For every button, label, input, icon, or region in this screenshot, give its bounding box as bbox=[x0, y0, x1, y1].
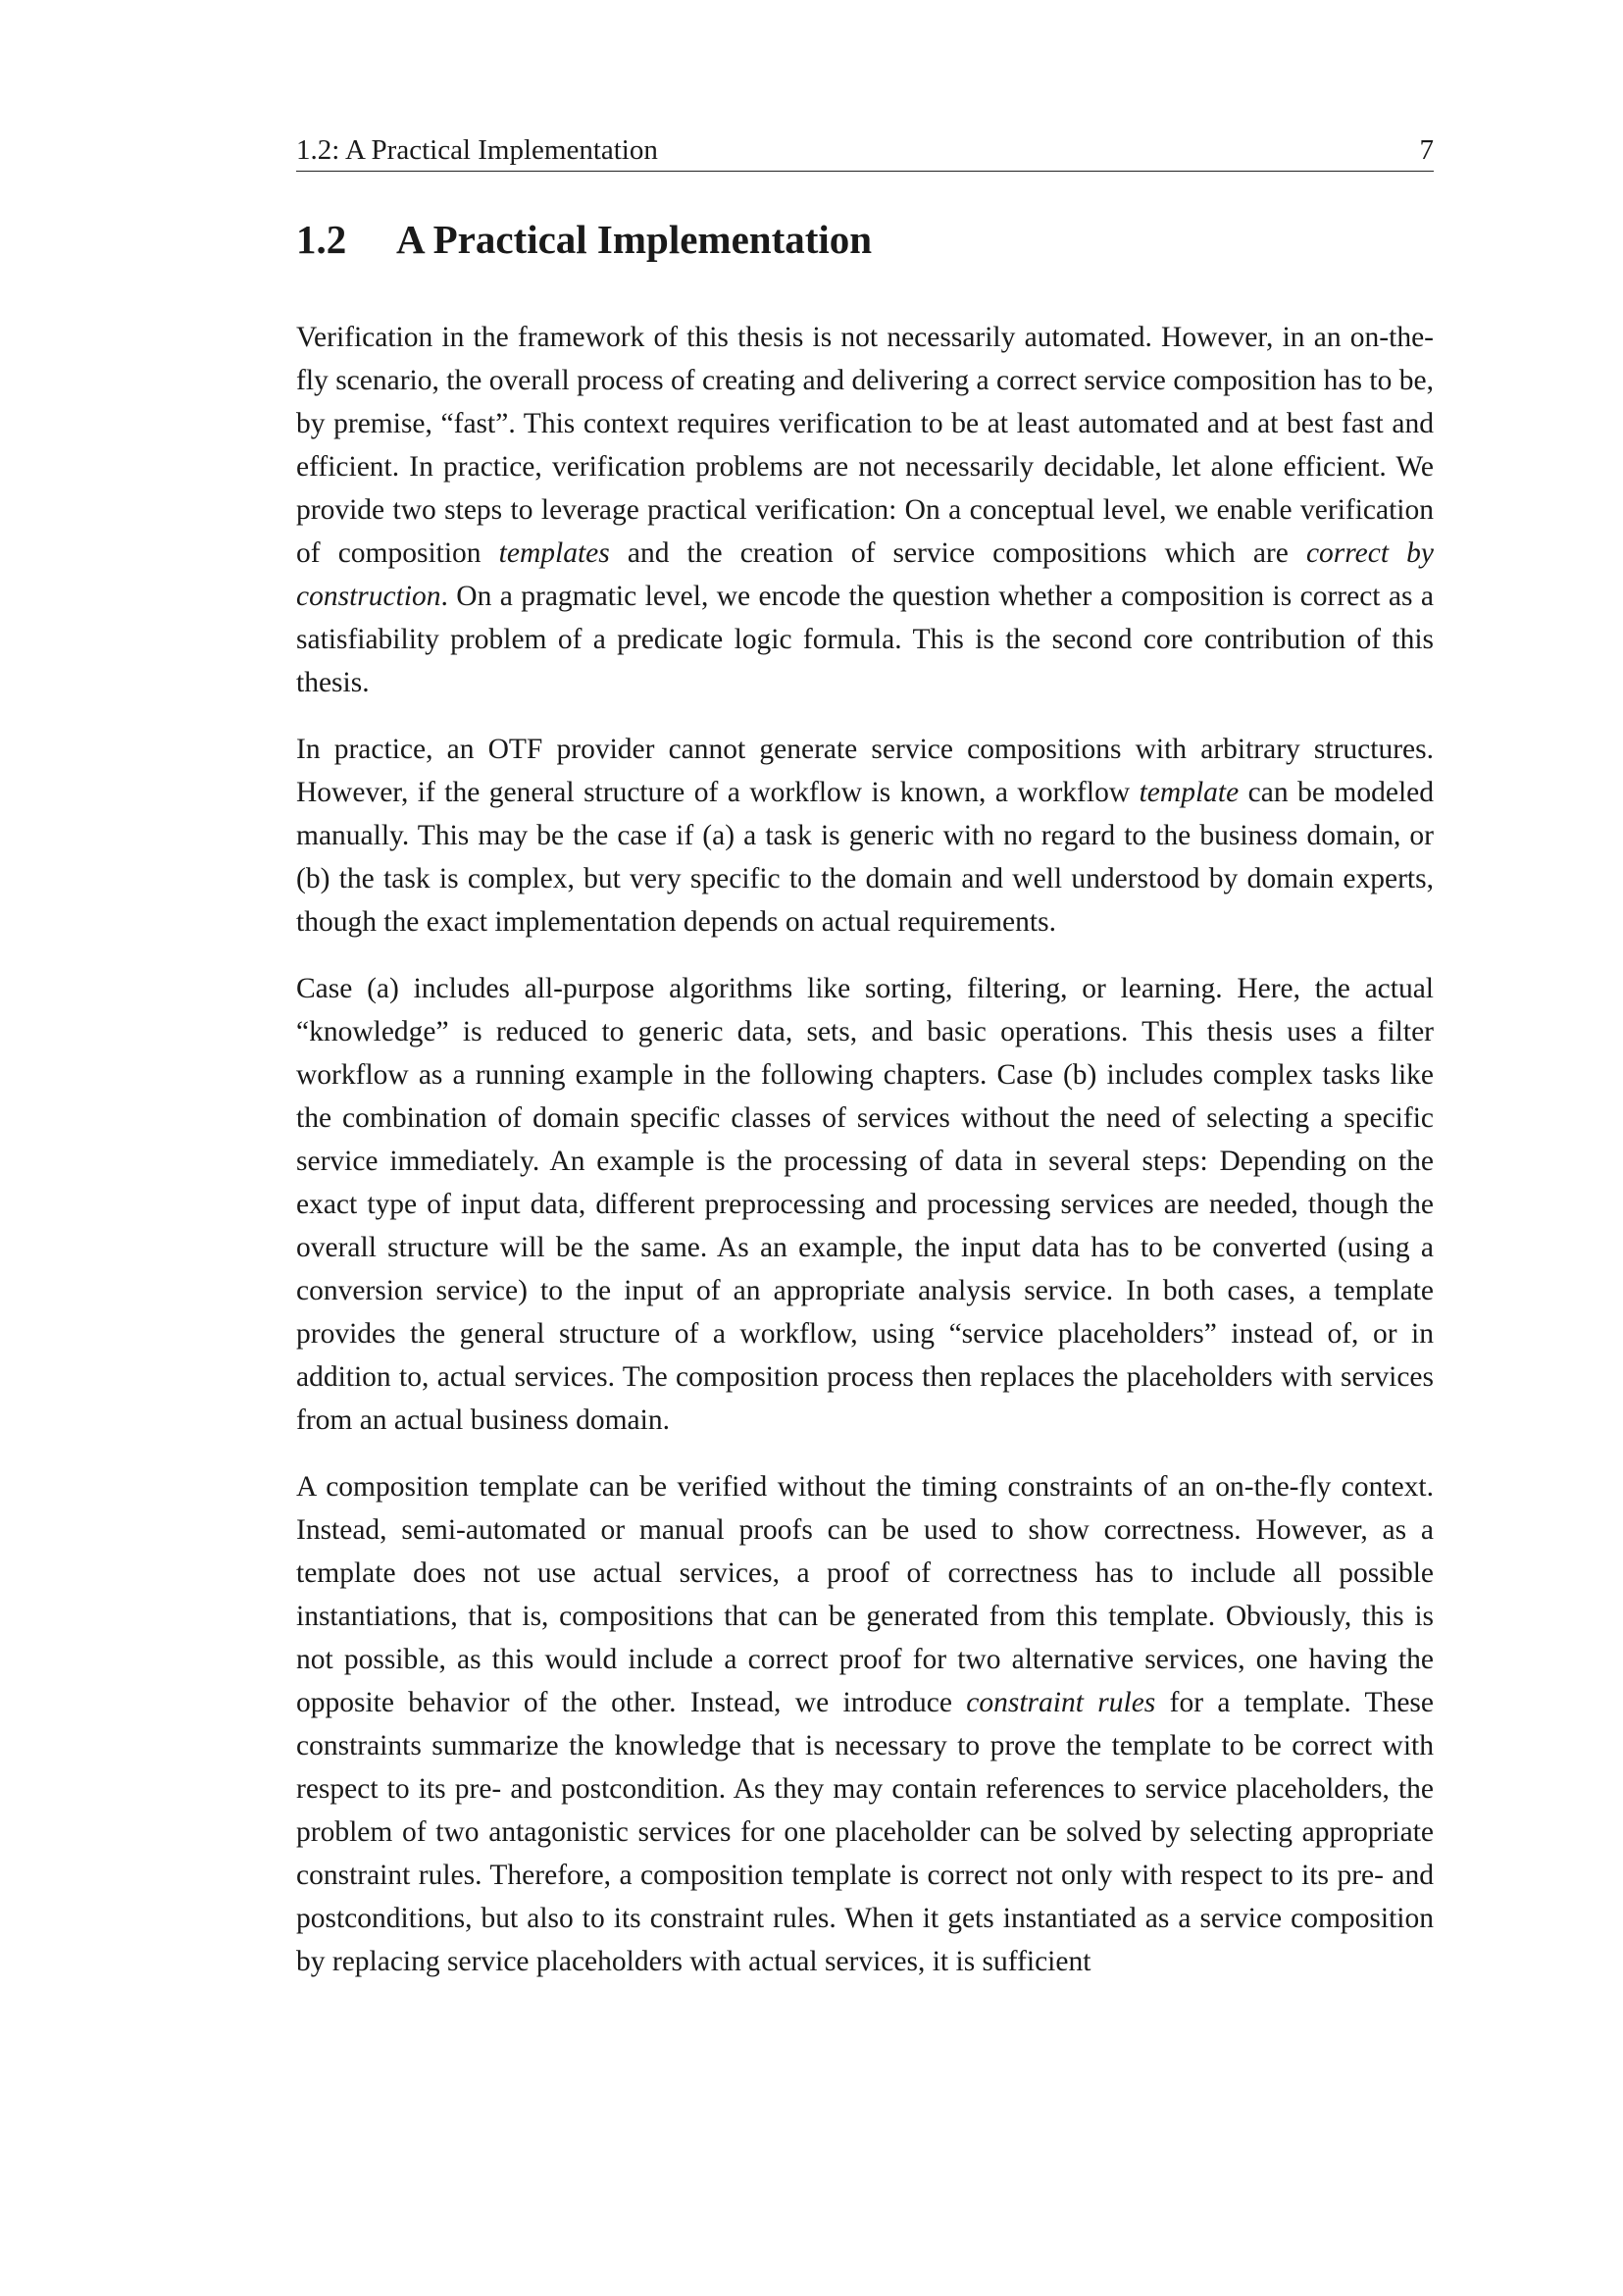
paragraph-4 bbox=[296, 1465, 1434, 1983]
emphasis-correct-by-construction: correct by construction bbox=[296, 537, 1435, 612]
paragraph-3: Case (a) includes all-purpose algorithms like sorting, filtering, or learning. Here, the actual “knowledge” is reduced to generic data, sets, and basic operations. This thesis uses a filter workflow as a running example in the following chapters. Case (b) includes complex tasks like the combination of domain specific classes of services without the need of selecting a specific service immediately. An example is the processing of data in several steps: Depending on the exact type of input data, different preprocessing and processing services are needed, though the overall structure will be the same. As an example, the input data has to be converted (using a conversion service) to the input of an appropriate analysis service. In both cases, a template provides the general structure of a workflow, using “service placeholders” instead of, or in addition to, actual services. The composition process then replaces the placeholders with services from an actual business domain. bbox=[296, 973, 1434, 1436]
emphasis-template: template bbox=[1139, 777, 1240, 808]
body-text bbox=[296, 316, 1434, 2007]
section-number: 1.2 bbox=[296, 217, 347, 262]
section-heading bbox=[296, 212, 1434, 267]
running-title: 1.2: A Practical Implementation bbox=[296, 134, 658, 166]
paragraph-text: . On a pragmatic level, we encode the question whether a composition is correct as a satisfiability problem of a predicate logic formula. This is the second core contribution of this thesis. bbox=[296, 581, 1434, 698]
running-header bbox=[296, 131, 1434, 172]
paragraph-text: can be modeled manually. This may be the case if (a) a task is generic with no regard to the business domain, or (b) the task is complex, but very specific to the domain and well understood by domain experts, though the exact implementation depends on actual requirements. bbox=[296, 777, 1434, 938]
paragraph-text: for a template. These constraints summarize the knowledge that is necessary to prove the template to be correct with respect to its pre- and postcondition. As they may contain references to service placeholders, the problem of two antagonistic services for one placeholder can be solved by selecting appropriate constraint rules. Therefore, a composition template is correct not only with respect to its pre- and postconditions, but also to its constraint rules. When it gets instantiated as a service composition by replacing service placeholders with actual services, it is sufficient bbox=[296, 1687, 1434, 1977]
paragraph-2 bbox=[296, 728, 1434, 944]
section-title: A Practical Implementation bbox=[396, 217, 873, 262]
paragraph-text: A composition template can be verified without the timing constraints of an on-the-fly context. Instead, semi-automated or manual proofs can be used to show correctness. However, as a template does not use actual services, a proof of correctness has to include all possible instantiations, that is, compositions that can be generated from this template. Obviously, this is not possible, as this would include a correct proof for two alternative services, one having the opposite behavior of the other. Instead, we introduce bbox=[296, 1471, 1434, 1718]
paragraph-text: In practice, an OTF provider cannot generate service compositions with arbitrary structures. However, if the general structure of a workflow is known, a workflow bbox=[296, 734, 1434, 808]
emphasis-constraint-rules: constraint rules bbox=[966, 1687, 1156, 1718]
emphasis-templates: templates bbox=[498, 537, 610, 569]
paragraph-text: Verification in the framework of this thesis is not necessarily automated. However, in an on-the-fly scenario, the overall process of creating and delivering a correct service composition has to be, by premise, “fast”. This context requires verification to be at least automated and at best fast and efficient. In practice, verification problems are not necessarily decidable, let alone efficient. We provide two steps to leverage practical verification: On a conceptual level, we enable verification of composition bbox=[296, 322, 1434, 569]
page-number: 7 bbox=[1419, 134, 1434, 166]
paragraph-text: and the creation of service compositions which are bbox=[609, 537, 1306, 569]
paragraph-1 bbox=[296, 316, 1434, 704]
